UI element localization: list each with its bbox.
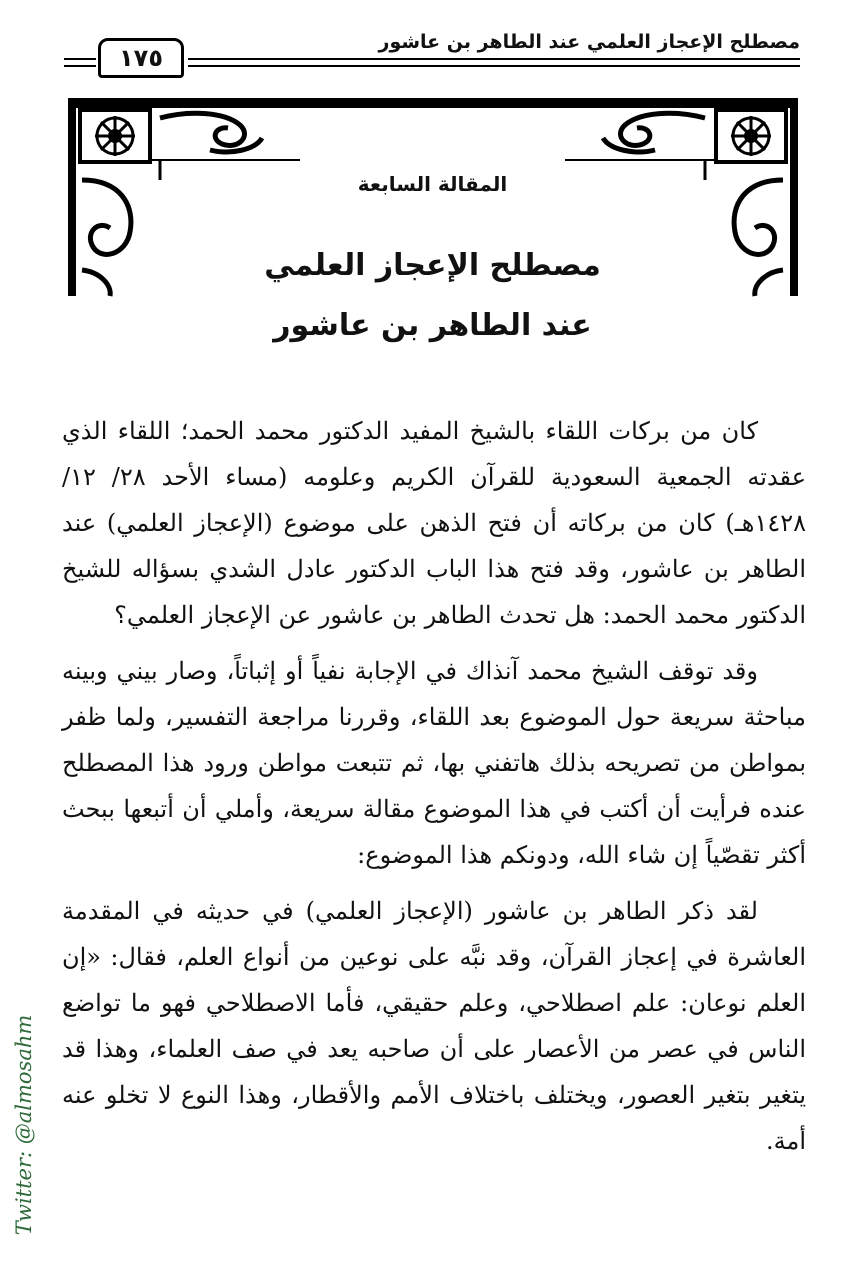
article-title-line-2: عند الطاهر بن عاشور <box>273 308 592 343</box>
paragraph-3: لقد ذكر الطاهر بن عاشور (الإعجاز العلمي) في حديثه في المقدمة العاشرة في إعجاز القرآن، وقد نبَّه على نوعين من أنواع العلم، فقال: «إن العلم نوعان: علم اصطلاحي، وعلم حقيقي، فأما الاصطلاحي فهو ما تواضع الناس في عصر من الأعصار على أن صاحبه يعد في صف العلماء، وهذا قد يتغير بتغير العصور، ويختلف باختلاف الأمم والأقطار، وهذا النوع لا تخلو عنه أمة. <box>62 897 806 1155</box>
paragraph-1: كان من بركات اللقاء بالشيخ المفيد الدكتور محمد الحمد؛ اللقاء الذي عقدته الجمعية السعودية للقرآن الكريم وعلومه (مساء الأحد ٢٨/ ١٢/ ١٤٢٨هـ) كان من بركاته أن فتح الذهن على موضوع (الإعجاز العلمي) عند الطاهر بن عاشور، وقد فتح هذا الباب الدكتور عادل الشدي بسؤاله للشيخ الدكتور محمد الحمد: هل تحدث الطاهر بن عاشور عن الإعجاز العلمي؟ <box>62 417 807 629</box>
watermark <box>4 990 44 1260</box>
right-top-scroll-icon <box>603 113 705 152</box>
right-rosette-icon <box>716 110 786 162</box>
article-label: المقالة السابعة <box>357 172 508 196</box>
page-number: ١٧٥ <box>98 38 184 78</box>
watermark-text: Twitter: @almosahm <box>12 1014 36 1236</box>
paragraph-2: وقد توقف الشيخ محمد آنذاك في الإجابة نفياً أو إثباتاً، وصار بيني وبينه مباحثة سريعة حول الموضوع بعد اللقاء، وقررنا مراجعة التفسير، ولما ظفر بمواطن من تصريحه بذلك هاتفني بها، ثم تتبعت مواطن ورود هذا المصطلح عنده فرأيت أن أكتب في هذا الموضوع مقالة سريعة، وأملي أن أتبعها ببحث أكثر تقصّياً إن شاء الله، ودونكم هذا الموضوع: <box>62 657 806 869</box>
article-body <box>62 408 806 1174</box>
article-title-line-1: مصطلح الإعجاز العلمي <box>264 248 601 283</box>
left-rosette-icon <box>80 110 150 162</box>
left-top-scroll-icon <box>160 113 262 152</box>
running-header: مصطلح الإعجاز العلمي عند الطاهر بن عاشور <box>378 31 800 53</box>
